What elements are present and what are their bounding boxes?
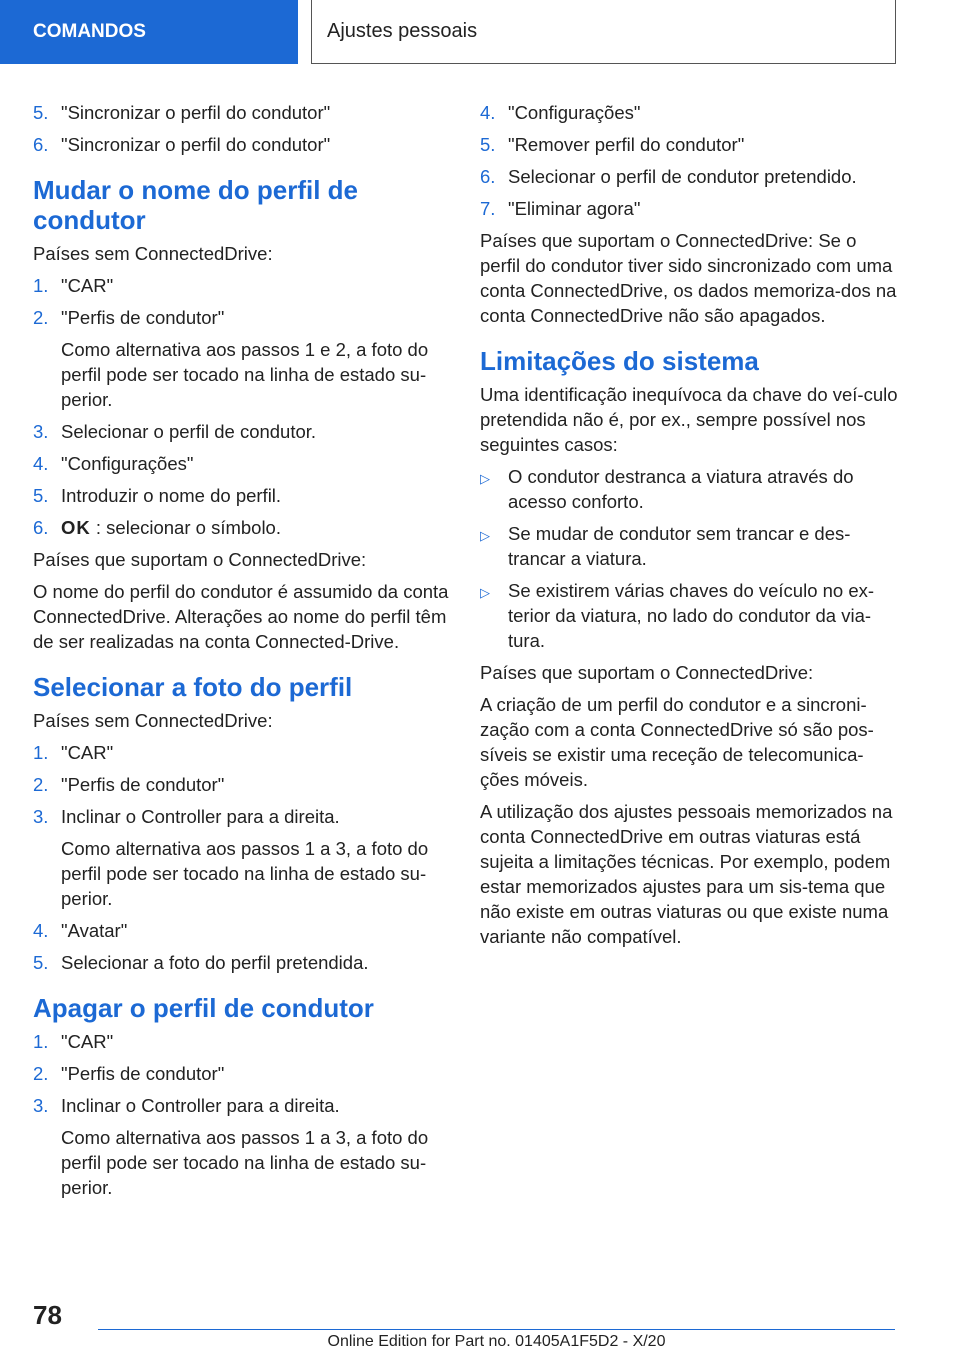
- triangle-bullet-icon: ▷: [480, 528, 490, 543]
- paragraph: Países sem ConnectedDrive:: [33, 710, 273, 731]
- list-item: 2. "Perfis de condutor": [33, 307, 225, 328]
- paragraph: Países que suportam o ConnectedDrive:: [33, 549, 367, 570]
- right-column: [480, 100, 898, 956]
- bullet-item: ▷ O condutor destranca a viatura através do acesso conforto.: [480, 466, 854, 512]
- paragraph: O nome do perfil do condutor é assumido da conta ConnectedDrive. Alterações ao nome do perfil têm de ser realizadas na conta Connected-Drive.: [33, 581, 449, 652]
- left-column: [33, 100, 449, 1207]
- triangle-bullet-icon: ▷: [480, 471, 490, 486]
- section-tab: COMANDOS: [0, 0, 298, 64]
- list-item: 1. "CAR": [33, 742, 114, 763]
- step-note: Como alternativa aos passos 1 a 3, a foto do perfil pode ser tocado na linha de estado su-perior.: [61, 1127, 429, 1198]
- step-note: Como alternativa aos passos 1 a 3, a foto do perfil pode ser tocado na linha de estado su-perior.: [61, 838, 429, 909]
- paragraph: Países que suportam o ConnectedDrive: Se o perfil do condutor tiver sido sincronizado com uma conta ConnectedDrive, os dados memoriza-dos na conta ConnectedDrive não são apagados.: [480, 230, 897, 326]
- heading-rename-profile: Mudar o nome do perfil de condutor: [33, 175, 359, 235]
- bullet-item: ▷ Se existirem várias chaves do veículo no ex-terior da viatura, no lado do condutor da via-tura.: [480, 580, 875, 651]
- paragraph: A utilização dos ajustes pessoais memorizados na conta ConnectedDrive em outras viaturas está sujeita a limitações técnicas. Por exemplo, podem estar memorizados ajustes para um sis-tema que não existe em outras viaturas ou que existe numa variante não compatível.: [480, 801, 893, 947]
- paragraph: A criação de um perfil do condutor e a sincroni-zação com a conta ConnectedDrive só são pos-síveis se existir uma receção de telecomunica-ções móveis.: [480, 694, 874, 790]
- list-item: 7. "Eliminar agora": [480, 198, 641, 219]
- chapter-title: Ajustes pessoais: [311, 0, 896, 64]
- page-number: 78: [33, 1300, 62, 1330]
- list-item: 1. "CAR": [33, 1031, 114, 1052]
- heading-system-limits: Limitações do sistema: [480, 346, 759, 376]
- list-item: 3. Inclinar o Controller para a direita.: [33, 1095, 340, 1116]
- list-item: 4. "Avatar": [33, 920, 128, 941]
- footer-edition: Online Edition for Part no. 01405A1F5D2 - X/20: [327, 1333, 666, 1350]
- list-item: 5. Selecionar a foto do perfil pretendida.: [33, 952, 369, 973]
- list-item: 3. Inclinar o Controller para a direita.: [33, 806, 340, 827]
- list-item: 5. "Sincronizar o perfil do condutor": [33, 102, 331, 123]
- step-note: Como alternativa aos passos 1 e 2, a foto do perfil pode ser tocado na linha de estado su-perior.: [61, 339, 429, 410]
- list-item: 2. "Perfis de condutor": [33, 1063, 225, 1084]
- heading-select-photo: Selecionar a foto do perfil: [33, 672, 353, 702]
- triangle-bullet-icon: ▷: [480, 585, 490, 600]
- list-item: 6. OK : selecionar o símbolo.: [33, 517, 281, 538]
- paragraph: Uma identificação inequívoca da chave do veí-culo pretendida não é, por ex., sempre possível nos seguintes casos:: [480, 384, 898, 455]
- ok-icon: OK: [61, 517, 91, 538]
- heading-delete-profile: Apagar o perfil de condutor: [33, 993, 374, 1023]
- list-item: 1. "CAR": [33, 275, 114, 296]
- list-item: 3. Selecionar o perfil de condutor.: [33, 421, 317, 442]
- footer-divider: [98, 1329, 895, 1330]
- list-item: 5. "Remover perfil do condutor": [480, 134, 745, 155]
- paragraph: Países que suportam o ConnectedDrive:: [480, 662, 814, 683]
- list-item: 4. "Configurações": [33, 453, 194, 474]
- list-item: 2. "Perfis de condutor": [33, 774, 225, 795]
- list-item: 4. "Configurações": [480, 102, 641, 123]
- bullet-item: ▷ Se mudar de condutor sem trancar e des-trancar a viatura.: [480, 523, 851, 569]
- list-item: 5. Introduzir o nome do perfil.: [33, 485, 282, 506]
- paragraph: Países sem ConnectedDrive:: [33, 243, 273, 264]
- list-item: 6. "Sincronizar o perfil do condutor": [33, 134, 331, 155]
- list-item: 6. Selecionar o perfil de condutor pretendido.: [480, 166, 857, 187]
